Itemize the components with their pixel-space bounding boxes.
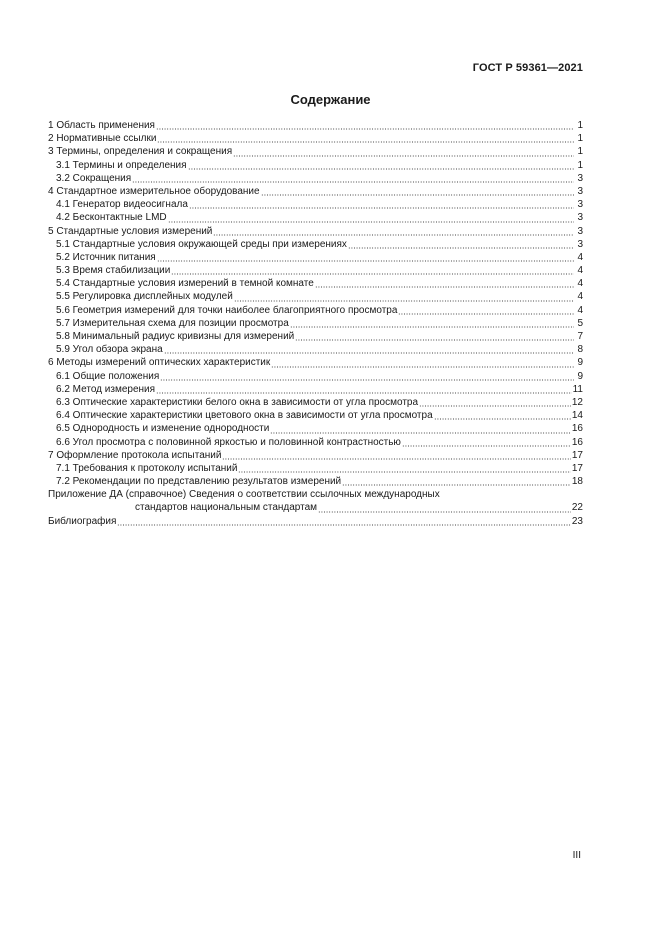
table-of-contents — [48, 119, 583, 528]
toc-leader-dots — [434, 410, 571, 420]
toc-entry[interactable] — [48, 145, 583, 158]
toc-entry-page: 23 — [571, 515, 583, 527]
toc-leader-dots — [234, 292, 574, 302]
toc-leader-dots — [315, 278, 574, 288]
toc-entry-page: 22 — [571, 502, 583, 514]
toc-entry[interactable] — [48, 383, 583, 396]
toc-entry-bibliography[interactable] — [48, 515, 583, 528]
toc-entry[interactable] — [48, 304, 583, 317]
toc-entry[interactable] — [48, 185, 583, 198]
toc-entry-title: 5.9 Угол обзора экрана — [56, 344, 163, 356]
toc-entry-page: 17 — [571, 462, 583, 474]
toc-leader-dots — [157, 252, 574, 262]
toc-leader-dots — [156, 120, 574, 130]
toc-entry-page: 3 — [577, 238, 583, 250]
toc-entry-page: 1 — [577, 120, 583, 131]
toc-entry[interactable] — [48, 396, 583, 409]
toc-entry[interactable] — [48, 317, 583, 330]
toc-entry-page: 3 — [577, 212, 583, 224]
toc-entry[interactable] — [48, 436, 583, 449]
toc-leader-dots — [160, 371, 574, 381]
toc-entry-title: 6.3 Оптические характеристики белого окна в зависимости от угла просмотра — [56, 396, 419, 408]
toc-title: Содержание — [290, 92, 371, 107]
toc-leader-dots — [270, 424, 571, 434]
toc-leader-dots — [189, 199, 574, 209]
toc-entry-title: 6.1 Общие положения — [56, 370, 160, 382]
toc-entry-page: 4 — [577, 304, 583, 316]
toc-entry-page: 4 — [577, 291, 583, 303]
document-code: ГОСТ Р 59361—2021 — [472, 62, 583, 74]
toc-entry-appendix[interactable] — [48, 488, 583, 514]
toc-leader-dots — [271, 358, 574, 368]
toc-leader-dots — [132, 173, 574, 183]
toc-entry-title: 6 Методы измерений оптических характеристик — [48, 357, 271, 369]
toc-leader-dots — [164, 344, 574, 354]
toc-entry-page: 16 — [571, 423, 583, 435]
toc-entry-page: 9 — [577, 370, 583, 382]
toc-entry[interactable] — [48, 211, 583, 224]
toc-leader-dots — [342, 476, 571, 486]
toc-entry-page: 17 — [571, 449, 583, 461]
toc-entry[interactable] — [48, 343, 583, 356]
toc-entry-title: 4.2 Бесконтактные LMD — [56, 212, 167, 224]
toc-entry[interactable] — [48, 409, 583, 422]
toc-entry[interactable] — [48, 264, 583, 277]
toc-entry-title: 3.2 Сокращения — [56, 172, 132, 184]
toc-entry-title: 7.2 Рекомендации по представлению результатов измерений — [56, 476, 342, 488]
toc-entry[interactable] — [48, 119, 583, 132]
toc-entry-title: 4 Стандартное измерительное оборудование — [48, 185, 260, 197]
toc-entry[interactable] — [48, 238, 583, 251]
toc-entry-page: 5 — [577, 317, 583, 329]
toc-entry[interactable] — [48, 370, 583, 383]
toc-entry-title: 5 Стандартные условия измерений — [48, 225, 213, 237]
toc-leader-dots — [261, 186, 574, 196]
toc-entry-title: 6.6 Угол просмотра с половинной яркостью и половинной контрастностью — [56, 436, 401, 448]
toc-appendix-line2 — [48, 501, 583, 514]
toc-entry-title: 5.3 Время стабилизации — [56, 265, 171, 277]
toc-entry[interactable] — [48, 277, 583, 290]
toc-leader-dots — [222, 450, 570, 460]
toc-entry-page: 3 — [577, 225, 583, 237]
toc-entry-page: 4 — [577, 265, 583, 277]
toc-appendix-title-line1: Приложение ДА (справочное) Сведения о соответствии ссылочных международных — [48, 489, 440, 501]
toc-entry-page: 1 — [577, 133, 583, 145]
toc-entry[interactable] — [48, 475, 583, 488]
toc-entry[interactable] — [48, 356, 583, 369]
toc-entry-page: 9 — [577, 357, 583, 369]
toc-leader-dots — [318, 503, 571, 513]
toc-entry[interactable] — [48, 132, 583, 145]
toc-entry[interactable] — [48, 290, 583, 303]
toc-entry-title: 5.7 Измерительная схема для позиции просмотра — [56, 317, 289, 329]
toc-entry-title: 6.4 Оптические характеристики цветового окна в зависимости от угла просмотра — [56, 410, 433, 422]
toc-leader-dots — [171, 265, 574, 275]
toc-entry-page: 1 — [577, 159, 583, 171]
toc-entry-page: 14 — [571, 410, 583, 422]
toc-leader-dots — [348, 239, 574, 249]
toc-entry[interactable] — [48, 422, 583, 435]
toc-entry[interactable] — [48, 462, 583, 475]
toc-entry-title: 5.4 Стандартные условия измерений в темной комнате — [56, 278, 314, 290]
toc-entry-page: 7 — [577, 331, 583, 342]
toc-leader-dots — [117, 516, 570, 526]
toc-leader-dots — [238, 463, 570, 473]
toc-leader-dots — [156, 384, 572, 394]
toc-leader-dots — [188, 160, 574, 170]
toc-entry[interactable] — [48, 251, 583, 264]
toc-leader-dots — [168, 213, 574, 223]
toc-entry-page: 18 — [571, 476, 583, 488]
toc-entry-title: 7.1 Требования к протоколу испытаний — [56, 462, 238, 474]
toc-entry-page: 16 — [571, 436, 583, 448]
toc-entry-title: 5.6 Геометрия измерений для точки наиболее благоприятного просмотра — [56, 304, 398, 316]
toc-entry-title: 4.1 Генератор видеосигнала — [56, 199, 188, 211]
toc-entry-page: 4 — [577, 278, 583, 290]
toc-entry[interactable] — [48, 172, 583, 185]
toc-entry-page: 12 — [571, 396, 583, 408]
toc-entry-page: 4 — [577, 251, 583, 263]
toc-entry-title: 5.2 Источник питания — [56, 251, 156, 263]
toc-entry-title: 1 Область применения — [48, 120, 155, 131]
toc-entry-title: 5.8 Минимальный радиус кривизны для измерений — [56, 331, 295, 342]
toc-leader-dots — [213, 226, 574, 236]
toc-entry-title: 2 Нормативные ссылки — [48, 133, 157, 145]
toc-entry-page: 3 — [577, 199, 583, 211]
toc-entry[interactable] — [48, 449, 583, 462]
toc-leader-dots — [419, 397, 571, 407]
toc-entry-title: Библиография — [48, 515, 117, 527]
toc-entry-page: 3 — [577, 185, 583, 197]
toc-entry-title: 3 Термины, определения и сокращения — [48, 146, 233, 158]
toc-leader-dots — [402, 437, 571, 447]
toc-leader-dots — [295, 331, 574, 341]
toc-entry-page: 8 — [577, 344, 583, 356]
toc-entry[interactable] — [48, 198, 583, 211]
toc-leader-dots — [157, 133, 574, 143]
toc-entry-title: 6.2 Метод измерения — [56, 383, 156, 395]
toc-entry[interactable] — [48, 330, 583, 343]
toc-entry[interactable] — [48, 159, 583, 172]
toc-entry-title: 5.1 Стандартные условия окружающей среды при измерениях — [56, 238, 347, 250]
toc-leader-dots — [290, 318, 574, 328]
toc-entry-page: 1 — [577, 146, 583, 158]
toc-entry-title: 5.5 Регулировка дисплейных модулей — [56, 291, 233, 303]
toc-entry-title: 6.5 Однородность и изменение однородности — [56, 423, 270, 435]
toc-entry-page: 3 — [577, 172, 583, 184]
toc-entry[interactable] — [48, 225, 583, 238]
toc-leader-dots — [398, 305, 574, 315]
toc-appendix-title-line2: стандартов национальным стандартам — [135, 502, 318, 514]
page-number: III — [572, 850, 581, 861]
toc-entry-title: 7 Оформление протокола испытаний — [48, 449, 222, 461]
toc-entry-title: 3.1 Термины и определения — [56, 159, 187, 171]
toc-entry-page: 11 — [572, 383, 583, 395]
toc-leader-dots — [233, 147, 574, 157]
